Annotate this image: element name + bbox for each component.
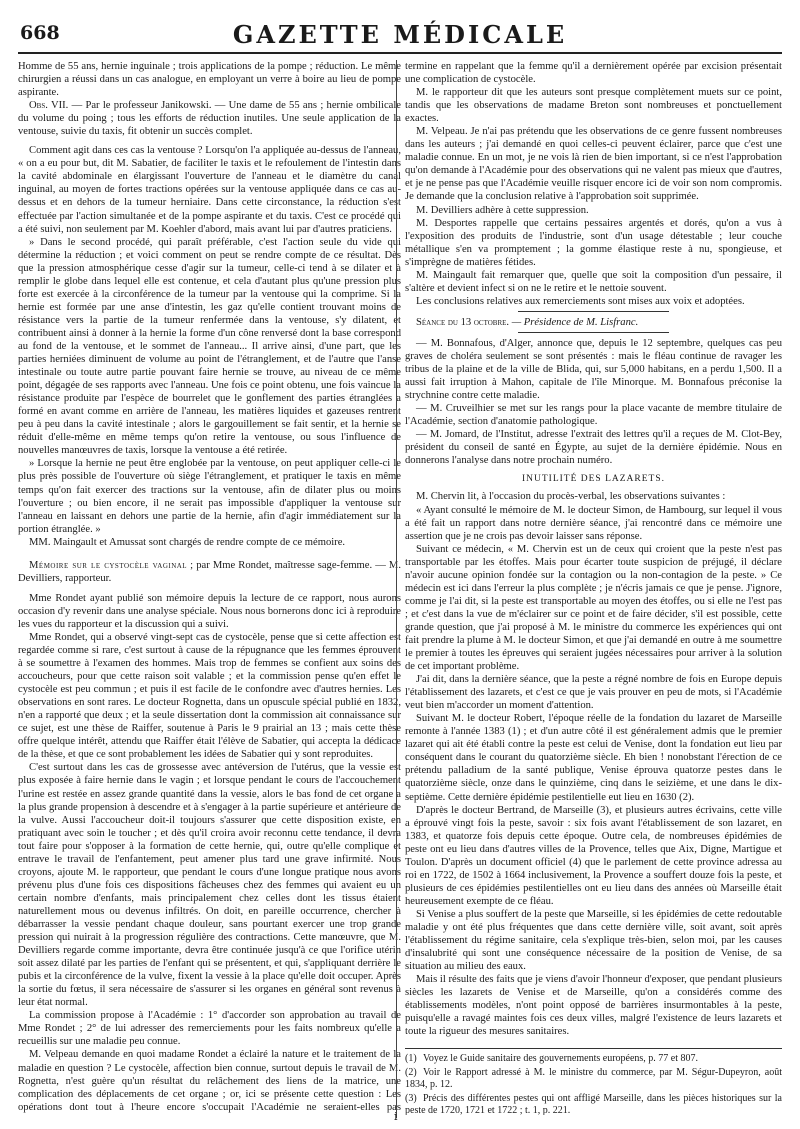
- memoire-title: Mémoire sur le cystocèle vaginal: [29, 559, 188, 571]
- page-number: 668: [20, 22, 60, 44]
- paragraph: Suivant ce médecin, « M. Chervin est un de ceux qui croient que la peste n'est pas transportable par les étoffes. Mais pour écarter toute suspicion de préjugé, il déclare n'avoir aucune opinion fondée sur la contagion ou la non-contagion de la peste. » Ce médecin est ici dans l'erreur la plus complète ; je n'écris jamais ce que je pense. J'ignore, comme je l'ai dit, si la peste est transportable au moyen des étoffes, ou si elle ne l'est pas ; et c'est dans la vue de m'éclairer sur ce point et de faire décider, s'il est possible, cette grande question, que j'ai proposé à M. le ministre du commerce les expériences qui ont fait prendre la plume à M. le docteur Simon, et que j'ai demandé en outre à me soumettre le premier à toutes les épreuves qui seraient jugées nécessaires pour arriver à la solution de cet important problème.: [405, 543, 782, 673]
- page-header: [18, 18, 782, 52]
- paragraph: Si Venise a plus souffert de la peste que Marseille, si les épidémies de cette redoutable maladie y ont été plus fréquentes que dans cette dernière ville, soit avant, soit après l'établissement du régime sanitaire, cela s'explique très-bien, selon moi, par les causes d'insalubrité qui sont une conséquence nécessaire de la position de Venise, de sa situation au milieu des eaux.: [405, 908, 782, 973]
- paragraph: D'après le docteur Bertrand, de Marseille (3), et plusieurs autres écrivains, cette ville a éprouvé vingt fois la peste, savoir : six fois avant l'établissement de son lazaret, en 1383, et quatorze fois depuis cette époque. Outre cela, de nombreuses épidémies de peste ont eu lieu dans d'autres villes de la Provence, telles que Aix, Digne, Martigue et Toulon. D'après un document officiel (4) que le parlement de cette province adressa au roi en 1722, de 1502 à 1664 inclusivement, la Provence a souffert douze fois la peste, et plusieurs de ces épidémies pestilentielles ont eu lieu dans des années où Marseille était heureusement exempte de ce fléau.: [405, 804, 782, 907]
- paragraph: « Ayant consulté le mémoire de M. le docteur Simon, de Hambourg, sur lequel il vous a été fait un rapport dans notre dernière séance, j'ai rencontré dans ce mémoire une assertion que je ne crois pas devoir laisser sans réponse.: [405, 504, 782, 542]
- paragraph: Homme de 55 ans, hernie inguinale ; trois applications de la pompe ; réduction. Le même chirurgien a réussi dans un cas analogue, en employant un verre à boire au lieu de pompe aspirante.: [18, 61, 401, 99]
- paragraph: MM. Maingault et Amussat sont chargés de rendre compte de ce mémoire.: [29, 536, 346, 548]
- paragraph: Les conclusions relatives aux remerciements sont mises aux voix et adoptées.: [416, 295, 745, 307]
- paragraph: M. le rapporteur dit que les auteurs sont presque complètement muets sur ce point, tandis que les observations de madame Breton sont nombreuses et ponctuellement exactes.: [405, 87, 782, 125]
- seance-date: Séance du 13 octobre.: [416, 316, 510, 328]
- separator-rule: [518, 311, 669, 312]
- seance-heading: [405, 316, 782, 329]
- paragraph: Mme Rondet ayant publié son mémoire depuis la lecture de ce rapport, nous aurons occasion d'y revenir dans une analyse spéciale. Nous nous bornerons donc ici à reproduire les vues du rapporteur et la discussion qui a suivi.: [18, 592, 401, 630]
- seance-president: — Présidence de M. Lisfranc.: [509, 316, 639, 328]
- paragraph: M. Devilliers adhère à cette suppression.: [416, 204, 589, 216]
- paragraph: M. Desportes rappelle que certains pessaires argentés et dorés, qu'on a vus à l'exposition des produits de l'industrie, sont d'un usage détestable ; leur couche métallique s'en va promptement ; la gomme élastique reste à nu, spongieuse, et s'imprègne de matières fétides.: [405, 217, 782, 268]
- memoire-heading: [18, 559, 401, 585]
- footnote-number: (1): [405, 1053, 417, 1065]
- paragraph: Mme Rondet, qui a observé vingt-sept cas de cystocèle, pense que si cette affection est regardée comme si rare, c'est surtout à cause de la répugnance que les femmes éprouvent à se soumettre à l'examen des hommes. Mais trop de femmes se confient aux soins des accoucheurs, pour que cette raison soit valable ; et la commission pense qu'en effet le cystocèle est peu commun ; et puis il est facile de le confondre avec d'autres hernies. Les observations en sont rares. Le docteur Rognetta, dans un opuscule spécial publié en 1832, n'en a rapporté que deux ; et la seule dissertation dont la commission ait connaissance sur ce sujet, est une thèse de Raiffer, soutenue à Paris le 9 prairial an 13 ; mais cette thèse offre quelque intérêt, attendu que Raiffer était l'élève de Sabatier, qui accepta la dédicace de la thèse, et que ce sont probablement les idées de Sabatier qui y sont reproduites.: [18, 631, 401, 761]
- section-title: INUTILITÉ DES LAZARETS.: [521, 474, 666, 485]
- paragraph: M. Velpeau. Je n'ai pas prétendu que les observations de ce genre fussent nombreuses dans les auteurs ; j'ai demandé en quoi celles-ci peuvent éclairer, parce que c'est une maladie connue. En un mot, je ne vois là rien de bien important, si ce n'est l'approbation qu'on demande à l'Académie pour des observations qui ne valent pas mieux que d'autres, et je ne pense pas que l'Académie veuille risquer encore ici de voir son nom compromis. Je demande que la conclusion relative à l'approbation soit supprimée.: [405, 126, 782, 203]
- left-column: [18, 60, 401, 1115]
- paragraph: M. Velpeau demande en quoi madame Rondet a éclairé la nature et le traitement de la maladie en question ? Le cystocèle, affection bien connue, surtout depuis le travail de M. Rognetta, n'est guère qu'un résultat du relâchement des liens de la matrice, une complication des déplacements de cet organe ; or, ici se présente cette question : Les opérations dont tout à l'heure encore s'occupait l'Académie ne seraient-elles pas: [18, 1049, 401, 1113]
- footnote: [405, 1093, 782, 1115]
- observation-text: — Par le professeur Janikowski. — Une dame de 55 ans ; hernie ombilicale du volume du poing ; tous les efforts de réduction inutiles. Une seule application de la ventouse, suivie du taxis, fit obtenir un succès complet.: [18, 100, 401, 138]
- memoire-author: ; par Mme Rondet, maîtresse sage-femme. — M. Devilliers, rapporteur.: [18, 559, 401, 584]
- paragraph: C'est surtout dans les cas de grossesse avec antéversion de l'utérus, que la vessie est plus exposée à faire hernie dans le vagin ; et lorsque pendant le cours de l'accouchement l'urine est restée en assez grande quantité dans la vessie, alors le bas fond de cet organe a la plus grande propension à descendre et à s'engager à la partie supérieure et antérieure de la vulve. Aussi l'accoucheur doit-il toujours s'assurer que cette disposition existe, en pratiquant avec soin le toucher ; et dès qu'il croira avoir reconnu cette tendance, il devra tout faire pour s'opposer à la formation de cette hernie, qui, outre qu'elle complique et entrave le travail de l'enfantement, peut amener plus tard une grave infirmité. Nous croyons, ajoute M. le rapporteur, que pendant le cours d'une longue pratique nous avons prévenu plus d'une fois ces dispositions fâcheuses chez des femmes qui avaient eu un certain nombre d'enfants, mais principalement chez celles dont les tissus étaient naturellement mous ou devenus infiltrés. On doit, en pareille occurrence, chercher à débarrasser la vessie pendant chaque douleur, sans pourtant exercer une trop grande pression qui nuirait à la progression régulière des contractions. Cette manœuvre, que M. Devilliers regarde comme importante, devra être continuée jusqu'à ce que l'orifice utérin soit assez dilaté par les parties de l'enfant qui se présentent, et qui, s'appliquant derrière le pubis et la circonférence de la vulve, fixent la vessie à la place qu'elle doit occuper. Après la sortie du fœtus, il sera nécessaire de s'assurer si les organes en général sont revenus à leur état normal.: [18, 762, 401, 1009]
- separator-rule: [518, 332, 669, 333]
- paragraph: M. Chervin lit, à l'occasion du procès-verbal, les observations suivantes :: [416, 491, 726, 503]
- paragraph: Mais il résulte des faits que je viens d'avoir l'honneur d'exposer, que pendant plusieurs siècles les lazarets de Venise et de Marseille, qu'on a considérés comme des établissements modèles, n'ont point opposé de barrières insurmontables à la peste, puisqu'elle a ravagé maintes fois ces deux villes, malgré l'existence de leurs lazarets et toute la rigueur des mesures sanitaires.: [405, 974, 782, 1038]
- footnote: [405, 1053, 782, 1066]
- footnote-text: Précis des différentes pestes qui ont affligé Marseille, dans les pièces historiques sur la peste de 1720, 1721 et 1722 ; t. 1, p. 221.: [405, 1092, 782, 1115]
- paragraph: » Lorsque la hernie ne peut être englobée par la ventouse, on peut appliquer celle-ci le plus près possible de l'ouverture où siège l'étranglement, et pratiquer le taxis en même temps qu'on fait exercer des tractions sur la ventouse, afin de dilater plus ou moins l'ouverture ; ou bien encore, il ne serait pas impossible d'appliquer la ventouse sur l'anneau en laissant en dehors une partie de la hernie, afin d'agir immédiatement sur la portion étranglée. »: [18, 458, 401, 535]
- header-rule: [18, 52, 782, 54]
- right-column: [405, 60, 782, 1115]
- paragraph: La commission propose à l'Académie : 1° d'accorder son approbation au travail de Mme Rondet ; 2° de lui adresser des remerciements pour les faits nombreux qu'elle a recueillis sur une maladie peu connue.: [18, 1010, 401, 1048]
- observation-label: Obs. VII.: [29, 100, 69, 112]
- footnote-number: (3): [405, 1092, 417, 1104]
- footnote: [405, 1067, 782, 1092]
- footnote-text: Voir le Rapport adressé à M. le ministre du commerce, par M. Ségur-Dupeyron, août 1834, p. 12.: [405, 1066, 782, 1091]
- paragraph: — M. Jomard, de l'Institut, adresse l'extrait des lettres qu'il a reçues de M. Clot-Bey, président du conseil de santé en Égypte, au sujet de la dernière épidémie. Nous en donnerons l'analyse dans notre prochain numéro.: [405, 429, 782, 467]
- journal-title: GAZETTE MÉDICALE: [232, 20, 568, 49]
- paragraph: M. Maingault fait remarquer que, quelle que soit la composition d'un pessaire, il s'altère et devient infect si on ne le retire et le nettoie souvent.: [405, 269, 782, 294]
- column-divider: [396, 60, 397, 1118]
- paragraph: — M. Bonnafous, d'Alger, annonce que, depuis le 12 septembre, quelques cas peu graves de choléra seulement se sont présentés : mais le fléau continue de ravager les tribus de la plaine et de la ville de Blida, qui, sur 5,000 habitans, en a perdu 1,500. Il a aussi fait irruption à Mahon, capitale de l'île Minorque. M. Bonnafous préconise la strychnine contre cette maladie.: [405, 337, 782, 402]
- footnote-rule: [405, 1048, 782, 1049]
- paragraph: Comment agit dans ces cas la ventouse ? Lorsqu'on l'a appliquée au-dessus de l'anneau, « on a eu pour but, dit M. Sabatier, de faciliter le taxis et le refoulement de l'intestin dans la cavité abdominale en élargissant l'ouverture de l'anneau et le diamètre du canal inguinal, au moyen de fortes tractions opérées sur la ventouse appliquée dans ce cas au-dessus et en dehors de la tumeur herniaire. Dans cette circonstance, la réduction s'est effectuée par l'action simultanée et de la pompe aspirante et du taxis. C'est ce procédé qui a été suivi, non seulement par M. Koehler d'abord, mais avant lui par d'autres praticiens.: [18, 145, 401, 235]
- paragraph: J'ai dit, dans la dernière séance, que la peste a régné nombre de fois en Europe depuis l'établissement des lazarets, et c'est ce que je vais prouver en peu de mots, si l'Académie veut bien m'accorder un moment d'attention.: [405, 674, 782, 712]
- paragraph: — M. Cruveilhier se met sur les rangs pour la place vacante de membre titulaire de l'Académie, section d'anatomie pathologique.: [405, 403, 782, 428]
- paragraph: Suivant M. le docteur Robert, l'époque réelle de la fondation du lazaret de Marseille remonte à l'année 1383 (1) ; et d'un autre côté il est généralement admis que le premier lazaret qui ait été établi contre la peste est celui de Venise, dont la fondation eut lieu par conséquent dans le courant du quatorzième siècle. Eh bien ! nonobstant l'érection de ce prétendu palladium de la santé publique, Venise éprouva quatorze pestes dans le quatorzième siècle, onze dans le quinzième, cinq dans le seizième, et une dans le dix-septième. Cette dernière épidémie pestilentielle eut lieu en 1630 (2).: [405, 713, 782, 803]
- paragraph: » Dans le second procédé, qui paraît préférable, c'est l'action seule du vide qui détermine la réduction ; et voici comment on peut se rendre compte de ce résultat. Dès que la pression atmosphérique cesse d'agir sur la tumeur, celle-ci tend à se dilater et à remplir le globe dans lequel elle est contenue, et cela d'autant plus qu'une pression plus forte est exercée à la circonférence de la tumeur par la ventouse qui la comprime. Si la hernie est formée par une anse d'intestin, les gaz qu'elle contient trouvant moins de résistance vers la partie de la tumeur renfermée dans la ventouse, s'y dilatent, et contribuent ainsi à donner à la hernie la forme d'un cône renversé dont la base correspond au fond de la ventouse, et le sommet de l'anneau... Il arrive ainsi, d'une part, que les parties herniées diminuent de volume au point de l'étranglement, et de l'autre que l'anse intestinale ou toute autre partie pouvant faire hernie se trouve, au niveau de ce même point, dégagée de ses rapports avec l'anneau. Une fois ce point obtenu, une fois vaincue la résistance produite par l'espèce de bourrelet que le gonflement des parties étranglées a formé en avant comme en arrière de l'anneau, les matières liquides et gazeuses rentrent peu à peu dans la cavité intestinale ; alors le gargouillement se fait sentir, et la hernie se réduit d'elle-même en même temps qu'on retire la ventouse, ou sous l'influence de nouvelles manœuvres de taxis, lorsque la ventouse a été retirée.: [18, 236, 401, 457]
- bottom-mark: i: [394, 1110, 398, 1123]
- observation-paragraph: [18, 99, 401, 138]
- paragraph: termine en rappelant que la femme qu'il a dernièrement opérée par excision présentait une complication de cystocèle.: [405, 61, 782, 86]
- footnote-number: (2): [405, 1066, 417, 1078]
- footnote-text: Voyez le Guide sanitaire des gouvernements européens, p. 77 et 807.: [423, 1053, 699, 1065]
